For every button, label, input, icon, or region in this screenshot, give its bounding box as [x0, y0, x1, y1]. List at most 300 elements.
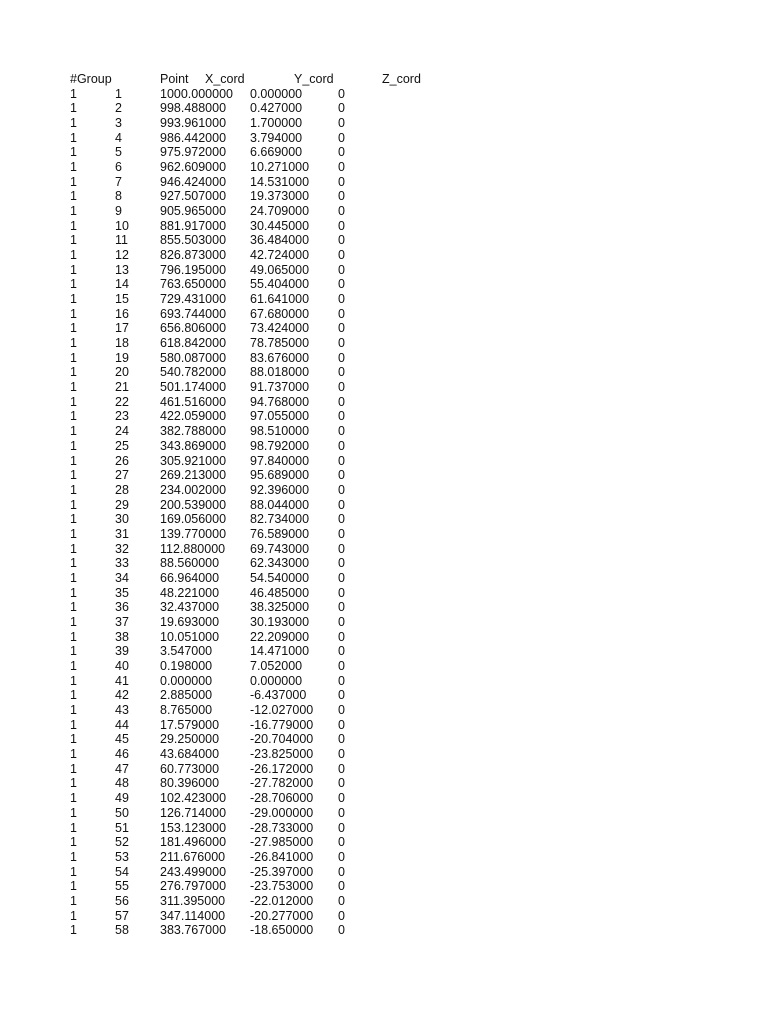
table-row — [0, 762, 768, 777]
point-cell: 57 — [115, 908, 129, 923]
group-cell: 1 — [70, 761, 77, 776]
table-row — [0, 644, 768, 659]
x-cord-cell: 826.873000 — [160, 247, 227, 262]
x-cord-cell: 501.174000 — [160, 380, 227, 395]
point-cell: 26 — [115, 453, 129, 468]
y-cord-cell: 88.044000 — [250, 497, 310, 512]
group-cell: 1 — [70, 394, 77, 409]
z-cord-cell: 0 — [338, 761, 345, 776]
z-cord-cell: 0 — [338, 203, 345, 218]
group-cell: 1 — [70, 629, 77, 644]
y-cord-cell: 30.193000 — [250, 614, 310, 629]
point-cell: 33 — [115, 556, 129, 571]
z-cord-cell: 0 — [338, 468, 345, 483]
group-cell: 1 — [70, 262, 77, 277]
y-cord-cell: 97.840000 — [250, 453, 310, 468]
x-cord-cell: 66.964000 — [160, 570, 220, 585]
table-row — [0, 292, 768, 307]
group-cell: 1 — [70, 585, 77, 600]
point-cell: 3 — [115, 115, 122, 130]
x-cord-cell: 17.579000 — [160, 717, 220, 732]
z-cord-cell: 0 — [338, 688, 345, 703]
point-cell: 48 — [115, 776, 129, 791]
group-cell: 1 — [70, 233, 77, 248]
y-cord-cell: 19.373000 — [250, 189, 310, 204]
z-cord-cell: 0 — [338, 864, 345, 879]
y-cord-cell: 98.792000 — [250, 438, 310, 453]
point-cell: 47 — [115, 761, 129, 776]
group-cell: 1 — [70, 526, 77, 541]
x-cord-cell: 305.921000 — [160, 453, 227, 468]
z-cord-cell: 0 — [338, 556, 345, 571]
group-cell: 1 — [70, 717, 77, 732]
table-row — [0, 277, 768, 292]
point-cell: 46 — [115, 747, 129, 762]
table-row — [0, 923, 768, 938]
z-cord-cell: 0 — [338, 145, 345, 160]
group-cell: 1 — [70, 893, 77, 908]
y-cord-cell: 46.485000 — [250, 585, 310, 600]
z-cord-cell: 0 — [338, 482, 345, 497]
x-cord-cell: 383.767000 — [160, 923, 227, 938]
point-cell: 19 — [115, 350, 129, 365]
z-cord-cell: 0 — [338, 908, 345, 923]
z-cord-cell: 0 — [338, 159, 345, 174]
group-cell: 1 — [70, 864, 77, 879]
group-cell: 1 — [70, 512, 77, 527]
group-cell: 1 — [70, 203, 77, 218]
table-row — [0, 909, 768, 924]
x-cord-cell: 382.788000 — [160, 424, 227, 439]
z-cord-cell: 0 — [338, 541, 345, 556]
header-row — [0, 72, 768, 87]
x-cord-cell: 181.496000 — [160, 835, 227, 850]
table-row — [0, 659, 768, 674]
group-cell: 1 — [70, 908, 77, 923]
z-cord-cell: 0 — [338, 776, 345, 791]
group-cell: 1 — [70, 805, 77, 820]
point-cell: 9 — [115, 203, 122, 218]
group-cell: 1 — [70, 189, 77, 204]
x-cord-cell: 905.965000 — [160, 203, 227, 218]
point-cell: 4 — [115, 130, 122, 145]
x-cord-cell: 8.765000 — [160, 703, 213, 718]
y-cord-cell: 97.055000 — [250, 409, 310, 424]
table-row — [0, 688, 768, 703]
point-cell: 1 — [115, 86, 122, 101]
y-cord-cell: 67.680000 — [250, 306, 310, 321]
group-cell: 1 — [70, 321, 77, 336]
group-cell: 1 — [70, 879, 77, 894]
y-cord-cell: 7.052000 — [250, 659, 303, 674]
header-group: #Group — [70, 72, 112, 86]
point-cell: 44 — [115, 717, 129, 732]
z-cord-cell: 0 — [338, 438, 345, 453]
group-cell: 1 — [70, 159, 77, 174]
table-row — [0, 380, 768, 395]
group-cell: 1 — [70, 747, 77, 762]
table-row — [0, 204, 768, 219]
point-cell: 13 — [115, 262, 129, 277]
y-cord-cell: 94.768000 — [250, 394, 310, 409]
table-row — [0, 806, 768, 821]
y-cord-cell: 0.427000 — [250, 101, 303, 116]
y-cord-cell: 88.018000 — [250, 365, 310, 380]
point-cell: 45 — [115, 732, 129, 747]
z-cord-cell: 0 — [338, 365, 345, 380]
group-cell: 1 — [70, 247, 77, 262]
point-cell: 12 — [115, 247, 129, 262]
z-cord-cell: 0 — [338, 820, 345, 835]
y-cord-cell: 24.709000 — [250, 203, 310, 218]
z-cord-cell: 0 — [338, 115, 345, 130]
table-row — [0, 233, 768, 248]
x-cord-cell: 618.842000 — [160, 336, 227, 351]
table-row — [0, 321, 768, 336]
x-cord-cell: 347.114000 — [160, 908, 226, 923]
x-cord-cell: 102.423000 — [160, 791, 227, 806]
y-cord-cell: -23.825000 — [250, 747, 314, 762]
x-cord-cell: 234.002000 — [160, 482, 227, 497]
table-row — [0, 409, 768, 424]
table-row — [0, 615, 768, 630]
x-cord-cell: 276.797000 — [160, 879, 227, 894]
table-row — [0, 439, 768, 454]
y-cord-cell: 61.641000 — [250, 292, 310, 307]
table-row — [0, 556, 768, 571]
x-cord-cell: 19.693000 — [160, 614, 220, 629]
z-cord-cell: 0 — [338, 247, 345, 262]
point-cell: 39 — [115, 644, 129, 659]
point-cell: 55 — [115, 879, 129, 894]
point-cell: 23 — [115, 409, 129, 424]
x-cord-cell: 461.516000 — [160, 394, 227, 409]
z-cord-cell: 0 — [338, 292, 345, 307]
x-cord-cell: 855.503000 — [160, 233, 227, 248]
x-cord-cell: 269.213000 — [160, 468, 227, 483]
x-cord-cell: 993.961000 — [160, 115, 227, 130]
x-cord-cell: 881.917000 — [160, 218, 227, 233]
y-cord-cell: -20.704000 — [250, 732, 314, 747]
x-cord-cell: 343.869000 — [160, 438, 227, 453]
y-cord-cell: -28.706000 — [250, 791, 314, 806]
x-cord-cell: 975.972000 — [160, 145, 227, 160]
z-cord-cell: 0 — [338, 585, 345, 600]
group-cell: 1 — [70, 703, 77, 718]
table-row — [0, 630, 768, 645]
table-row — [0, 835, 768, 850]
x-cord-cell: 796.195000 — [160, 262, 227, 277]
y-cord-cell: 38.325000 — [250, 600, 310, 615]
x-cord-cell: 693.744000 — [160, 306, 227, 321]
z-cord-cell: 0 — [338, 512, 345, 527]
z-cord-cell: 0 — [338, 659, 345, 674]
y-cord-cell: 42.724000 — [250, 247, 310, 262]
table-row — [0, 571, 768, 586]
y-cord-cell: 62.343000 — [250, 556, 310, 571]
table-row — [0, 718, 768, 733]
group-cell: 1 — [70, 600, 77, 615]
z-cord-cell: 0 — [338, 497, 345, 512]
x-cord-cell: 3.547000 — [160, 644, 213, 659]
y-cord-cell: -20.277000 — [250, 908, 314, 923]
z-cord-cell: 0 — [338, 732, 345, 747]
table-row — [0, 454, 768, 469]
point-cell: 53 — [115, 849, 129, 864]
group-cell: 1 — [70, 292, 77, 307]
z-cord-cell: 0 — [338, 262, 345, 277]
z-cord-cell: 0 — [338, 673, 345, 688]
group-cell: 1 — [70, 218, 77, 233]
x-cord-cell: 243.499000 — [160, 864, 227, 879]
table-row — [0, 703, 768, 718]
point-cell: 43 — [115, 703, 129, 718]
table-row — [0, 145, 768, 160]
z-cord-cell: 0 — [338, 747, 345, 762]
y-cord-cell: -23.753000 — [250, 879, 314, 894]
table-row — [0, 101, 768, 116]
x-cord-cell: 0.198000 — [160, 659, 213, 674]
y-cord-cell: 69.743000 — [250, 541, 310, 556]
z-cord-cell: 0 — [338, 600, 345, 615]
group-cell: 1 — [70, 409, 77, 424]
x-cord-cell: 962.609000 — [160, 159, 227, 174]
table-row — [0, 865, 768, 880]
x-cord-cell: 29.250000 — [160, 732, 220, 747]
table-row — [0, 776, 768, 791]
x-cord-cell: 927.507000 — [160, 189, 227, 204]
y-cord-cell: 92.396000 — [250, 482, 310, 497]
x-cord-cell: 32.437000 — [160, 600, 220, 615]
y-cord-cell: -26.841000 — [250, 849, 314, 864]
y-cord-cell: 30.445000 — [250, 218, 310, 233]
group-cell: 1 — [70, 380, 77, 395]
point-cell: 24 — [115, 424, 129, 439]
group-cell: 1 — [70, 923, 77, 938]
point-cell: 21 — [115, 380, 129, 395]
point-cell: 10 — [115, 218, 129, 233]
group-cell: 1 — [70, 336, 77, 351]
point-cell: 7 — [115, 174, 122, 189]
y-cord-cell: -25.397000 — [250, 864, 314, 879]
point-cell: 32 — [115, 541, 129, 556]
point-cell: 50 — [115, 805, 129, 820]
point-cell: 15 — [115, 292, 129, 307]
table-row — [0, 542, 768, 557]
point-cell: 28 — [115, 482, 129, 497]
table-row — [0, 395, 768, 410]
y-cord-cell: -16.779000 — [250, 717, 314, 732]
x-cord-cell: 169.056000 — [160, 512, 227, 527]
y-cord-cell: 91.737000 — [250, 380, 310, 395]
z-cord-cell: 0 — [338, 380, 345, 395]
point-cell: 41 — [115, 673, 129, 688]
table-row — [0, 160, 768, 175]
z-cord-cell: 0 — [338, 277, 345, 292]
z-cord-cell: 0 — [338, 130, 345, 145]
group-cell: 1 — [70, 306, 77, 321]
group-cell: 1 — [70, 835, 77, 850]
point-cell: 49 — [115, 791, 129, 806]
group-cell: 1 — [70, 688, 77, 703]
point-cell: 42 — [115, 688, 129, 703]
group-cell: 1 — [70, 541, 77, 556]
z-cord-cell: 0 — [338, 805, 345, 820]
table-row — [0, 512, 768, 527]
y-cord-cell: 0.000000 — [250, 673, 303, 688]
table-row — [0, 850, 768, 865]
z-cord-cell: 0 — [338, 453, 345, 468]
z-cord-cell: 0 — [338, 424, 345, 439]
y-cord-cell: 14.531000 — [250, 174, 310, 189]
table-row — [0, 189, 768, 204]
point-cell: 25 — [115, 438, 129, 453]
z-cord-cell: 0 — [338, 835, 345, 850]
x-cord-cell: 763.650000 — [160, 277, 227, 292]
point-cell: 11 — [115, 233, 128, 248]
z-cord-cell: 0 — [338, 849, 345, 864]
group-cell: 1 — [70, 482, 77, 497]
x-cord-cell: 656.806000 — [160, 321, 227, 336]
table-row — [0, 879, 768, 894]
table-row — [0, 248, 768, 263]
z-cord-cell: 0 — [338, 893, 345, 908]
group-cell: 1 — [70, 453, 77, 468]
x-cord-cell: 211.676000 — [160, 849, 226, 864]
table-row — [0, 219, 768, 234]
point-cell: 29 — [115, 497, 129, 512]
table-row — [0, 336, 768, 351]
group-cell: 1 — [70, 350, 77, 365]
y-cord-cell: -26.172000 — [250, 761, 314, 776]
y-cord-cell: 36.484000 — [250, 233, 310, 248]
table-row — [0, 131, 768, 146]
group-cell: 1 — [70, 101, 77, 116]
group-cell: 1 — [70, 732, 77, 747]
table-row — [0, 586, 768, 601]
y-cord-cell: -27.782000 — [250, 776, 314, 791]
table-row — [0, 175, 768, 190]
z-cord-cell: 0 — [338, 879, 345, 894]
z-cord-cell: 0 — [338, 394, 345, 409]
point-cell: 27 — [115, 468, 129, 483]
z-cord-cell: 0 — [338, 218, 345, 233]
point-cell: 37 — [115, 614, 129, 629]
group-cell: 1 — [70, 130, 77, 145]
point-cell: 58 — [115, 923, 129, 938]
z-cord-cell: 0 — [338, 350, 345, 365]
group-cell: 1 — [70, 115, 77, 130]
z-cord-cell: 0 — [338, 703, 345, 718]
group-cell: 1 — [70, 497, 77, 512]
z-cord-cell: 0 — [338, 336, 345, 351]
x-cord-cell: 60.773000 — [160, 761, 220, 776]
x-cord-cell: 48.221000 — [160, 585, 220, 600]
y-cord-cell: 0.000000 — [250, 86, 303, 101]
z-cord-cell: 0 — [338, 409, 345, 424]
group-cell: 1 — [70, 145, 77, 160]
y-cord-cell: 55.404000 — [250, 277, 310, 292]
y-cord-cell: -6.437000 — [250, 688, 307, 703]
y-cord-cell: -28.733000 — [250, 820, 314, 835]
point-cell: 2 — [115, 101, 122, 116]
y-cord-cell: -27.985000 — [250, 835, 314, 850]
point-cell: 30 — [115, 512, 129, 527]
point-cell: 8 — [115, 189, 122, 204]
z-cord-cell: 0 — [338, 923, 345, 938]
x-cord-cell: 580.087000 — [160, 350, 227, 365]
table-row — [0, 87, 768, 102]
z-cord-cell: 0 — [338, 614, 345, 629]
z-cord-cell: 0 — [338, 189, 345, 204]
x-cord-cell: 80.396000 — [160, 776, 220, 791]
x-cord-cell: 200.539000 — [160, 497, 227, 512]
point-cell: 40 — [115, 659, 129, 674]
table-row — [0, 498, 768, 513]
z-cord-cell: 0 — [338, 174, 345, 189]
x-cord-cell: 1000.000000 — [160, 86, 233, 101]
table-row — [0, 674, 768, 689]
table-row — [0, 307, 768, 322]
header-y-cord: Y_cord — [294, 72, 334, 86]
x-cord-cell: 112.880000 — [160, 541, 226, 556]
y-cord-cell: -29.000000 — [250, 805, 314, 820]
group-cell: 1 — [70, 776, 77, 791]
x-cord-cell: 2.885000 — [160, 688, 213, 703]
x-cord-cell: 986.442000 — [160, 130, 227, 145]
point-cell: 54 — [115, 864, 129, 879]
point-cell: 6 — [115, 159, 122, 174]
z-cord-cell: 0 — [338, 321, 345, 336]
z-cord-cell: 0 — [338, 791, 345, 806]
x-cord-cell: 540.782000 — [160, 365, 227, 380]
point-cell: 31 — [115, 526, 129, 541]
group-cell: 1 — [70, 570, 77, 585]
group-cell: 1 — [70, 820, 77, 835]
table-row — [0, 351, 768, 366]
y-cord-cell: 78.785000 — [250, 336, 310, 351]
z-cord-cell: 0 — [338, 629, 345, 644]
group-cell: 1 — [70, 644, 77, 659]
table-row — [0, 821, 768, 836]
x-cord-cell: 311.395000 — [160, 893, 226, 908]
y-cord-cell: 98.510000 — [250, 424, 310, 439]
y-cord-cell: 49.065000 — [250, 262, 310, 277]
z-cord-cell: 0 — [338, 306, 345, 321]
point-cell: 22 — [115, 394, 129, 409]
y-cord-cell: 73.424000 — [250, 321, 310, 336]
point-cell: 36 — [115, 600, 129, 615]
point-cell: 20 — [115, 365, 129, 380]
y-cord-cell: 22.209000 — [250, 629, 310, 644]
x-cord-cell: 10.051000 — [160, 629, 220, 644]
x-cord-cell: 729.431000 — [160, 292, 227, 307]
header-x-cord: X_cord — [205, 72, 245, 86]
z-cord-cell: 0 — [338, 526, 345, 541]
table-row — [0, 263, 768, 278]
point-cell: 52 — [115, 835, 129, 850]
table-row — [0, 791, 768, 806]
group-cell: 1 — [70, 468, 77, 483]
z-cord-cell: 0 — [338, 717, 345, 732]
y-cord-cell: 6.669000 — [250, 145, 303, 160]
table-row — [0, 365, 768, 380]
x-cord-cell: 139.770000 — [160, 526, 227, 541]
header-point: Point — [160, 72, 189, 86]
table-row — [0, 468, 768, 483]
table-row — [0, 747, 768, 762]
header-z-cord: Z_cord — [382, 72, 421, 86]
